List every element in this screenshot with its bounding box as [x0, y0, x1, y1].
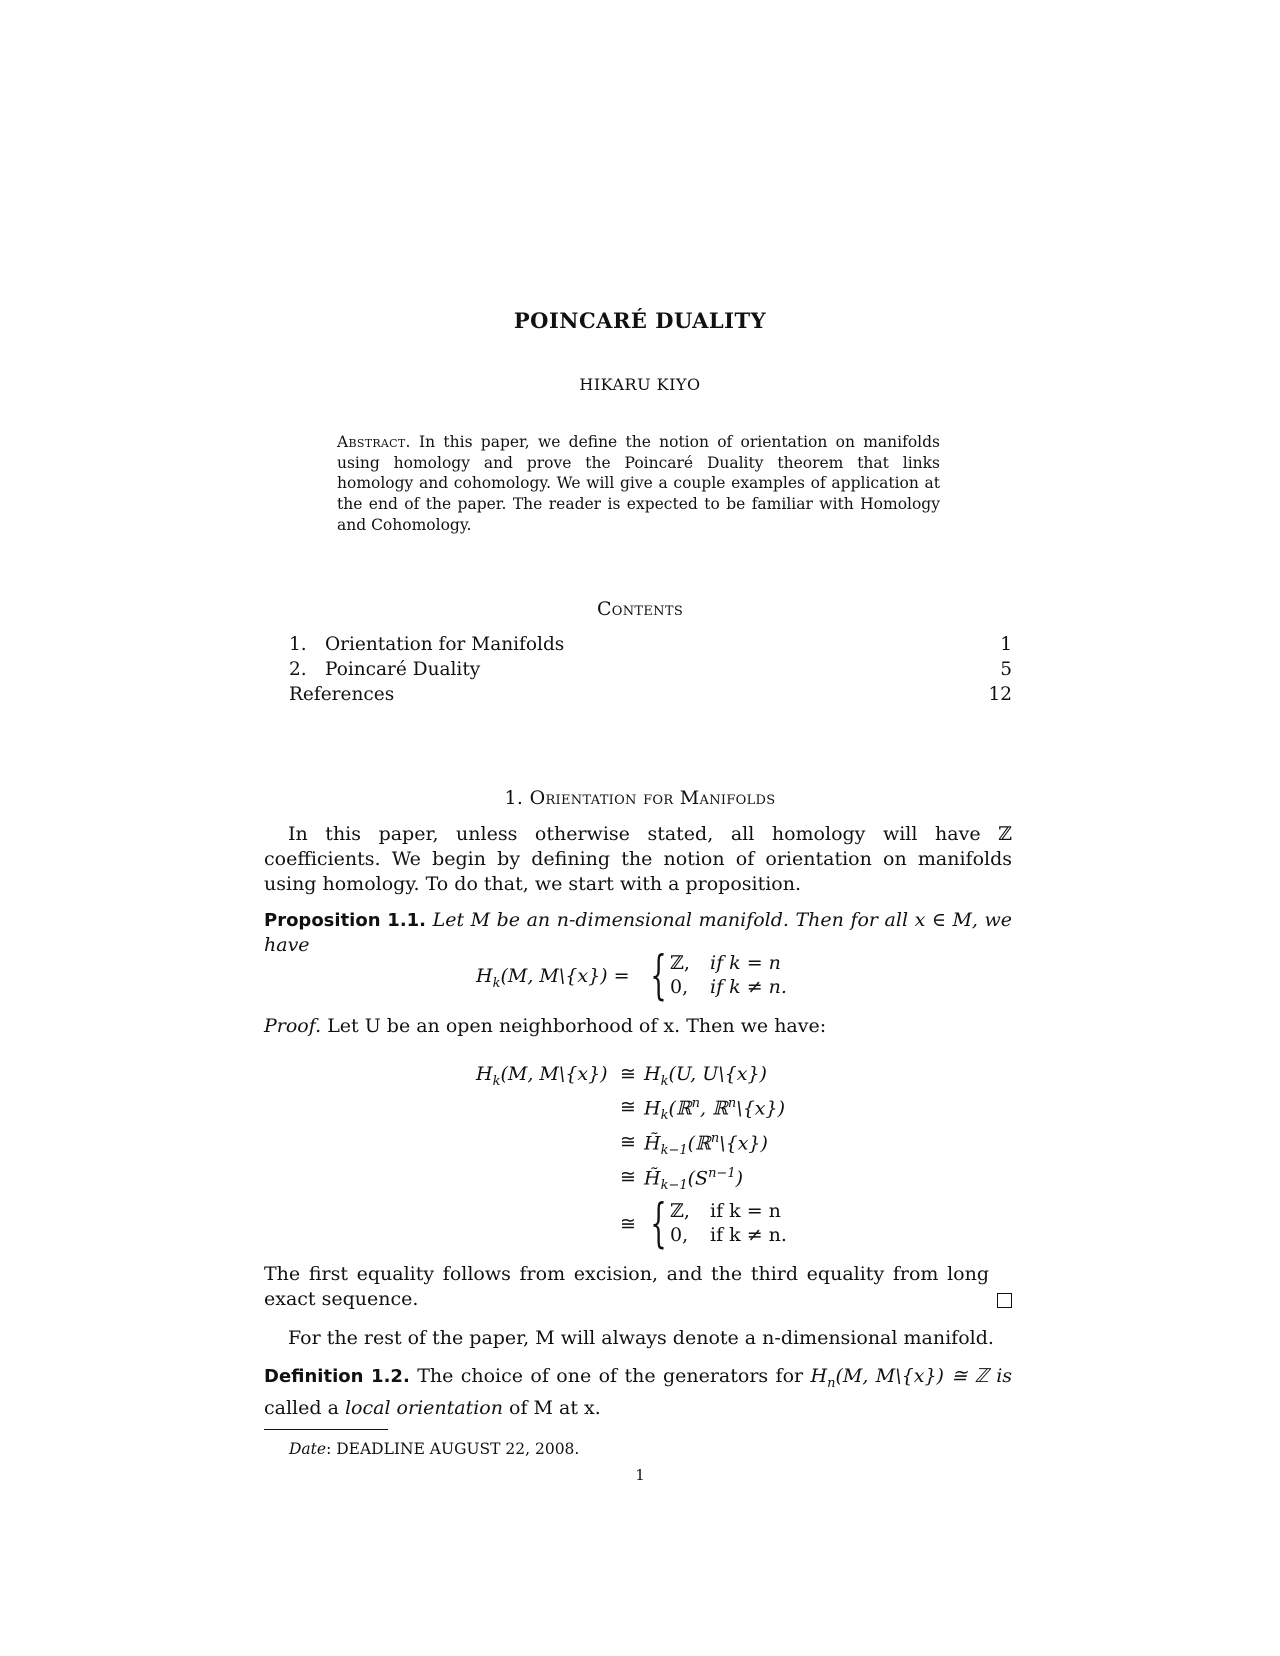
proof-case-2-condition: if k ≠ n.	[710, 1224, 787, 1246]
proposition-case-1: ℤ,	[670, 952, 690, 974]
iso-symbol: ≅	[620, 1063, 636, 1085]
intro-paragraph: In this paper, unless otherwise stated, all homology will have ℤ coefficients. We begin by defining the notion of orientation on manifolds using homology. To do that, we start with a proposition.	[264, 823, 1012, 895]
iso-symbol: ≅	[620, 1096, 636, 1118]
section-title: Orientation for Manifolds	[529, 787, 776, 809]
definition-emphasis: local orientation	[344, 1396, 503, 1419]
iso-symbol: ≅	[620, 1166, 636, 1188]
proof-intro	[264, 1014, 1012, 1039]
left-brace: {	[650, 946, 667, 1006]
definition-label: Definition 1.2.	[264, 1366, 410, 1387]
paper-title: POINCARÉ DUALITY	[513, 308, 767, 333]
proof-closing: The first equality follows from excision, and the third equality from long exact sequence.	[264, 1263, 989, 1310]
proof-case-1: ℤ,	[670, 1200, 690, 1222]
toc-entry[interactable]	[289, 659, 1012, 683]
abstract-label: Abstract.	[337, 433, 411, 451]
toc-entry[interactable]	[289, 634, 1012, 658]
contents-heading: Contents	[596, 598, 684, 620]
toc-entry-number: 2.	[289, 659, 307, 680]
abstract	[337, 432, 940, 536]
page-number: 1	[635, 1466, 645, 1484]
proposition-equation-lhs: $H_k(M$, M\{x}) =	[476, 965, 630, 991]
toc-entry-label: References	[289, 684, 395, 705]
iso-symbol: ≅	[620, 1131, 636, 1153]
toc-entry-number: 1.	[289, 634, 307, 655]
proof-label: Proof.	[264, 1015, 322, 1037]
footnote-rule	[264, 1429, 388, 1430]
proposition-case-2-condition: if k ≠ n.	[710, 976, 787, 998]
paper-author: HIKARU KIYO	[579, 375, 701, 394]
toc-entry-label: Poincaré Duality	[325, 659, 481, 680]
footnote-label: Date	[289, 1440, 327, 1458]
toc-entry-page: 1	[1000, 634, 1012, 655]
qed-box	[997, 1293, 1012, 1308]
iso-symbol: ≅	[620, 1213, 636, 1235]
proposition-statement: Let M be an n-dimensional manifold. Then for all x ∈ M, we have	[264, 909, 1012, 956]
definition-text-a: The choice of one of the generators for	[417, 1365, 804, 1387]
proposition	[264, 908, 1012, 958]
proof-line-1-rhs: $H_k(U$, U\{x})	[644, 1063, 767, 1089]
toc-entry-page: 5	[1000, 659, 1012, 680]
definition-text-c: of M at x.	[509, 1396, 601, 1419]
proof-case-2: 0,	[670, 1224, 689, 1246]
section-heading	[0, 787, 1280, 809]
definition: Definition 1.2. The choice of one of the generators for $H_n(M$, M\{x}) ≅ ℤ is called a local orientation of M at x.	[264, 1365, 1013, 1419]
proposition-case-2: 0,	[670, 976, 689, 998]
footnote-text: : DEADLINE AUGUST 22, 2008.	[326, 1440, 580, 1458]
abstract-text: In this paper, we define the notion of orientation on manifolds using homology and prove the Poincaré Duality theorem that links homology and cohomology. We will give a couple examples of application at the end of the paper. The reader is expected to be familiar with Homology and Cohomology.	[337, 433, 940, 534]
rest-note: For the rest of the paper, M will always denote a n-dimensional manifold.	[288, 1327, 994, 1349]
proposition-label: Proposition 1.1.	[264, 910, 427, 931]
proof-line-4-rhs: $H̃_{k-1}(S^{n-1})$	[644, 1166, 744, 1194]
proof-case-1-condition: if k = n	[710, 1200, 781, 1222]
toc-entry-page: 12	[988, 684, 1012, 705]
toc-entry-label: Orientation for Manifolds	[325, 634, 565, 655]
proof-line-2-rhs: $H_k(ℝ^n$, ℝ$^n$\{x})	[644, 1096, 786, 1124]
section-number: 1.	[504, 787, 524, 809]
footnote	[289, 1440, 579, 1458]
proof-line-1-lhs: $H_k(M$, M\{x})	[476, 1063, 608, 1089]
left-brace: {	[650, 1194, 667, 1254]
definition-text-b: called a	[264, 1396, 339, 1419]
toc-entry[interactable]	[289, 684, 1012, 708]
proof-line-3-rhs: $H̃_{k-1}(ℝ^n\backslash\{x\})$	[644, 1131, 768, 1159]
proposition-case-1-condition: if k = n	[710, 952, 781, 974]
proof-text: Let U be an open neighborhood of x. Then we have:	[327, 1015, 827, 1037]
